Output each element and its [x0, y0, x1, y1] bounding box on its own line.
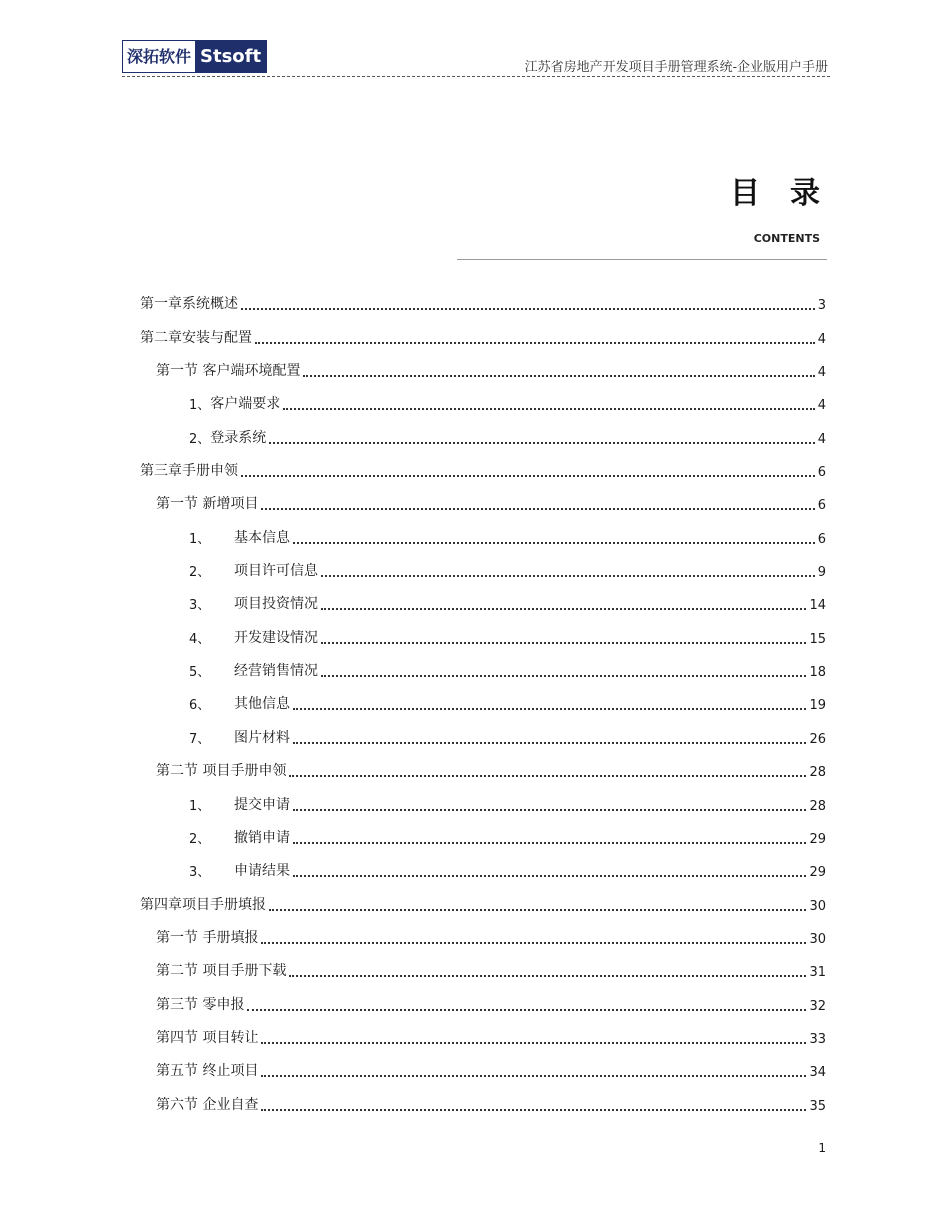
- toc-entry-page: 15: [809, 631, 826, 647]
- toc-dot-leader: [321, 608, 806, 610]
- toc-entry-text: 开发建设情况: [234, 629, 318, 646]
- toc-entry-number: 6、: [189, 698, 211, 714]
- toc-entry[interactable]: [140, 1086, 826, 1119]
- toc-entry-number: 3、: [189, 865, 211, 881]
- toc-dot-leader: [321, 675, 806, 677]
- toc-entry[interactable]: [140, 1020, 826, 1053]
- toc-dot-leader: [261, 1042, 806, 1044]
- toc-entry[interactable]: [140, 986, 826, 1019]
- toc-entry-text: 申请结果: [234, 863, 290, 880]
- toc-dot-leader: [321, 642, 806, 644]
- toc-entry-number: 1、: [189, 531, 211, 547]
- toc-entry[interactable]: [140, 853, 826, 886]
- toc-entry-text: 撤销申请: [234, 829, 290, 846]
- toc-entry-page: 3: [817, 298, 826, 314]
- toc-entry-page: 30: [809, 931, 826, 947]
- toc-dot-leader: [247, 1009, 806, 1011]
- toc-entry-page: 26: [809, 731, 826, 747]
- toc-dot-leader: [293, 708, 806, 710]
- toc-entry-text: 第一节 客户端环境配置: [156, 363, 301, 380]
- toc-dot-leader: [293, 842, 806, 844]
- toc-dot-leader: [261, 1109, 806, 1111]
- toc-entry-text: 第二节 项目手册申领: [156, 763, 287, 780]
- toc-entry-page: 18: [809, 665, 826, 681]
- toc-dot-leader: [293, 542, 815, 544]
- page-number: 1: [818, 1141, 826, 1155]
- toc-entry-page: 19: [809, 698, 826, 714]
- toc-dot-leader: [321, 575, 815, 577]
- toc-dot-leader: [269, 909, 806, 911]
- toc-entry-page: 35: [809, 1098, 826, 1114]
- toc-entry[interactable]: [140, 820, 826, 853]
- toc-entry-text: 提交申请: [234, 796, 290, 813]
- stsoft-logo: [122, 40, 267, 73]
- toc-dot-leader: [269, 442, 814, 444]
- toc-entry-text: 项目许可信息: [234, 563, 318, 580]
- logo-chinese-text: 深拓软件: [123, 41, 195, 72]
- toc-entry-page: 6: [817, 465, 826, 481]
- toc-entry-page: 28: [809, 798, 826, 814]
- toc-entry-page: 34: [809, 1065, 826, 1081]
- toc-entry-text: 其他信息: [234, 696, 290, 713]
- toc-entry-text: 第五节 终止项目: [156, 1063, 259, 1080]
- toc-entry-text: 第三章手册申领: [140, 463, 238, 480]
- toc-entry[interactable]: [140, 953, 826, 986]
- toc-entry[interactable]: [140, 1053, 826, 1086]
- toc-entry-page: 4: [817, 398, 826, 414]
- toc-dot-leader: [255, 342, 815, 344]
- toc-dot-leader: [293, 875, 806, 877]
- document-title: 江苏省房地产开发项目手册管理系统-企业版用户手册: [524, 60, 828, 75]
- toc-entry-page: 29: [809, 865, 826, 881]
- toc-entry[interactable]: [140, 353, 826, 386]
- toc-entry-number: 4、: [189, 631, 211, 647]
- toc-entry-text: 图片材料: [234, 729, 290, 746]
- toc-entry[interactable]: [140, 920, 826, 953]
- toc-dot-leader: [261, 508, 814, 510]
- toc-entry-text: 第一章系统概述: [140, 296, 238, 313]
- toc-entry-page: 6: [817, 498, 826, 514]
- toc-entry-text: 第四节 项目转让: [156, 1029, 259, 1046]
- toc-entry-text: 第二节 项目手册下载: [156, 963, 287, 980]
- toc-dot-leader: [293, 742, 806, 744]
- toc-dot-leader: [261, 942, 806, 944]
- toc-entry-page: 28: [809, 765, 826, 781]
- toc-entry[interactable]: [140, 419, 826, 452]
- toc-divider: [457, 259, 827, 260]
- toc-entry-number: 2、: [189, 431, 211, 447]
- toc-entry-page: 6: [817, 531, 826, 547]
- toc-entry-page: 29: [809, 831, 826, 847]
- toc-entry-page: 9: [817, 565, 826, 581]
- toc-entry-text: 客户端要求: [210, 396, 281, 413]
- toc-heading: 目录: [730, 176, 850, 211]
- toc-dot-leader: [261, 1075, 806, 1077]
- toc-entry[interactable]: [140, 386, 826, 419]
- toc-entry-page: 4: [817, 431, 826, 447]
- toc-entry-number: 2、: [189, 831, 211, 847]
- page-header: [122, 40, 830, 77]
- toc-entry[interactable]: [140, 586, 826, 619]
- toc-entry-text: 项目投资情况: [234, 596, 318, 613]
- toc-entry[interactable]: [140, 619, 826, 652]
- toc-entry[interactable]: [140, 753, 826, 786]
- toc-entry[interactable]: [140, 786, 826, 819]
- toc-entry-number: 3、: [189, 598, 211, 614]
- toc-entry[interactable]: [140, 653, 826, 686]
- toc-entry-text: 第六节 企业自查: [156, 1096, 259, 1113]
- toc-entry[interactable]: [140, 719, 826, 752]
- toc-entry[interactable]: [140, 319, 826, 352]
- toc-entry-text: 第四章项目手册填报: [140, 896, 266, 913]
- toc-entry[interactable]: [140, 886, 826, 919]
- toc-entry[interactable]: [140, 686, 826, 719]
- toc-entry[interactable]: [140, 553, 826, 586]
- toc-entry-text: 基本信息: [234, 529, 290, 546]
- toc-subheading: CONTENTS: [753, 232, 820, 245]
- table-of-contents: [140, 286, 826, 1120]
- toc-entry[interactable]: [140, 286, 826, 319]
- toc-entry-text: 第一节 手册填报: [156, 929, 259, 946]
- toc-dot-leader: [241, 475, 815, 477]
- toc-dot-leader: [289, 775, 806, 777]
- toc-entry-page: 32: [809, 998, 826, 1014]
- toc-entry-page: 4: [817, 365, 826, 381]
- toc-entry-text: 第一节 新增项目: [156, 496, 259, 513]
- toc-dot-leader: [303, 375, 814, 377]
- toc-entry[interactable]: [140, 453, 826, 486]
- toc-entry-page: 4: [817, 331, 826, 347]
- toc-entry-text: 经营销售情况: [234, 663, 318, 680]
- toc-dot-leader: [241, 308, 815, 310]
- toc-entry[interactable]: [140, 486, 826, 519]
- toc-entry-number: 2、: [189, 565, 211, 581]
- toc-entry-page: 31: [809, 965, 826, 981]
- toc-entry-page: 33: [809, 1031, 826, 1047]
- toc-entry-page: 30: [809, 898, 826, 914]
- toc-entry-number: 5、: [189, 665, 211, 681]
- toc-entry-page: 14: [809, 598, 826, 614]
- toc-dot-leader: [289, 975, 806, 977]
- toc-entry[interactable]: [140, 519, 826, 552]
- toc-entry-number: 1、: [189, 798, 211, 814]
- logo-english-text: Stsoft: [195, 41, 266, 72]
- toc-entry-text: 第三节 零申报: [156, 996, 245, 1013]
- toc-entry-number: 1、: [189, 398, 211, 414]
- toc-dot-leader: [293, 809, 806, 811]
- toc-dot-leader: [283, 408, 814, 410]
- toc-entry-text: 登录系统: [210, 429, 267, 446]
- toc-entry-text: 第二章安装与配置: [140, 329, 252, 346]
- toc-entry-number: 7、: [189, 731, 211, 747]
